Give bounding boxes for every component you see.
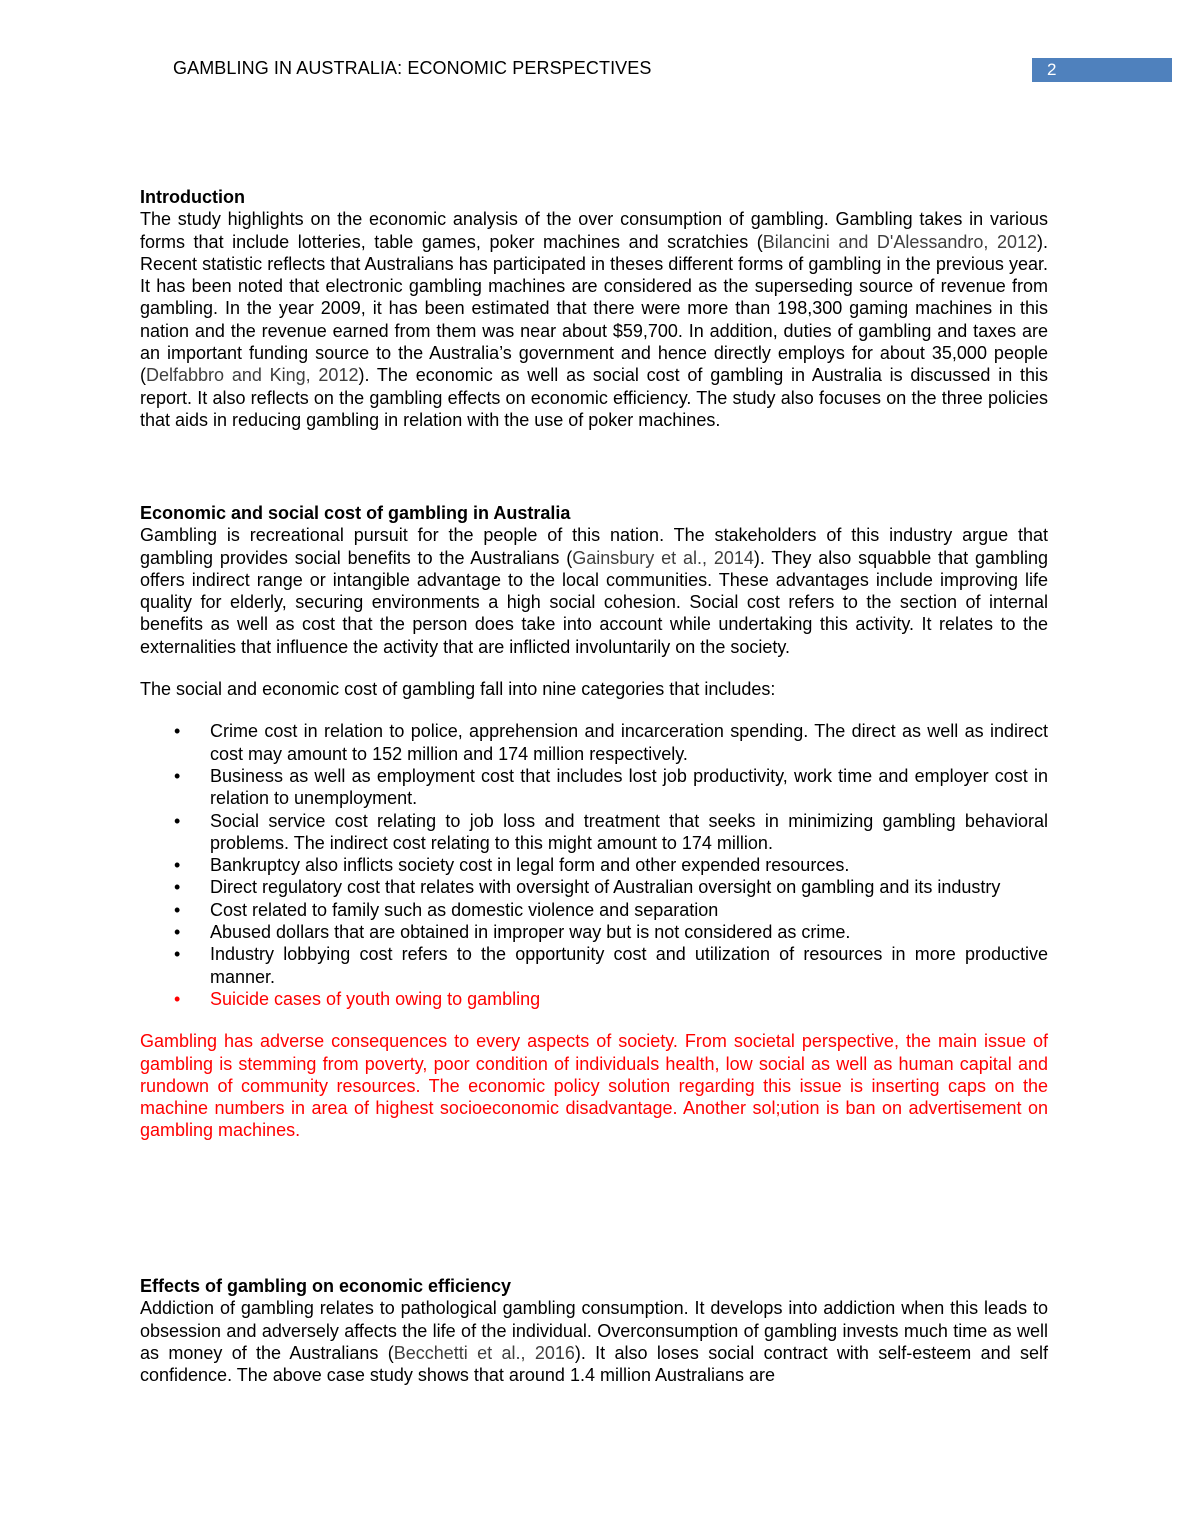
body-text: ). The economic as well as social cost of gambling in Australia is discussed in this report. It also reflects on the gambling effects on economic efficiency. The study also focuses on the three policies that aids in reducing gambling in relation with the use of poker machines.	[140, 365, 1048, 430]
list-item-text: Cost related to family such as domestic violence and separation	[210, 899, 719, 920]
highlighted-paragraph: Gambling has adverse consequences to every aspects of society. From societal perspective, the main issue of gambling is stemming from poverty, poor condition of individuals health, low social as well as human capital and rundown of community resources. The economic policy solution regarding this issue is inserting caps on the machine numbers in area of highest socioeconomic disadvantage. Another sol;ution is ban on advertisement on gambling machines.	[140, 1031, 1048, 1141]
list-item	[140, 854, 1048, 876]
bullet-icon: •	[174, 855, 181, 876]
section-economic-social-cost	[140, 502, 1048, 1142]
list-item	[140, 921, 1048, 943]
list-item-text: Abused dollars that are obtained in improper way but is not considered as crime.	[210, 922, 851, 943]
list-item	[140, 810, 1048, 855]
bullet-icon: •	[174, 765, 181, 786]
bullet-icon: •	[174, 988, 181, 1009]
list-item-text: Business as well as employment cost that includes lost job productivity, work time and employer cost in relation to unemployment.	[210, 765, 1048, 809]
list-item	[140, 943, 1048, 988]
bullet-icon: •	[174, 721, 181, 742]
list-item	[140, 899, 1048, 921]
bullet-icon: •	[174, 877, 181, 898]
cost-categories-list	[140, 720, 1048, 1010]
page-number-box	[1032, 58, 1172, 82]
list-item-text: Crime cost in relation to police, apprehension and incarceration spending. The direct as well as indirect cost may amount to 152 million and 174 million respectively.	[210, 721, 1048, 764]
list-item-highlighted	[140, 988, 1048, 1010]
citation: Becchetti et al., 2016	[393, 1342, 575, 1363]
bullet-icon: •	[174, 899, 181, 920]
citation: Delfabbro and King, 2012	[146, 365, 359, 386]
list-item-text: Social service cost relating to job loss and treatment that seeks in minimizing gambling behavioral problems. The indirect cost relating to this might amount to 174 million.	[210, 810, 1048, 853]
list-item-text: Industry lobbying cost refers to the opportunity cost and utilization of resources in more productive manner.	[210, 944, 1048, 987]
body-text: The study highlights on the economic analysis of the over consumption of gambling. Gambling takes in various forms that include lotteries, table games, poker machines and scratchies (	[140, 209, 1048, 252]
section-introduction	[140, 186, 1048, 431]
bullet-icon: •	[174, 944, 181, 965]
list-item-text: Bankruptcy also inflicts society cost in legal form and other expended resources.	[210, 855, 850, 876]
citation: Gainsbury et al., 2014	[572, 547, 754, 568]
body-text: Gambling is recreational pursuit for the people of this nation. The stakeholders of this industry argue that gambling provides social benefits to the Australians (	[140, 525, 1048, 568]
page-number: 2	[1047, 60, 1057, 79]
body-text: ). It also loses social contract with self-esteem and self confidence. The above case study shows that around 1.4 million Australians are	[140, 1342, 1048, 1386]
list-item	[140, 765, 1048, 810]
citation: Bilancini and D'Alessandro, 2012	[762, 231, 1037, 252]
list-item	[140, 876, 1048, 898]
introduction-paragraph	[140, 208, 1048, 431]
effects-paragraph	[140, 1297, 1048, 1386]
section-heading-introduction: Introduction	[140, 187, 245, 207]
body-text: ). They also squabble that gambling offers indirect range or intangible advantage to the local communities. These advantages include improving life quality for elderly, securing environments a high social cohesion. Social cost refers to the section of internal benefits as well as cost that the person does take into account while undertaking this activity. It relates to the externalities that influence the activity that are inflicted involuntarily on the society.	[140, 547, 1048, 657]
list-intro: The social and economic cost of gambling fall into nine categories that includes:	[140, 679, 776, 700]
body-text: Addiction of gambling relates to pathological gambling consumption. It develops into addiction when this leads to obsession and adversely affects the life of the individual. Overconsumption of gambling invests much time as well as money of the Australians (	[140, 1298, 1048, 1363]
section-heading-effects: Effects of gambling on economic efficiency	[140, 1276, 512, 1296]
section-heading-economic-social-cost: Economic and social cost of gambling in Australia	[140, 503, 571, 523]
bullet-icon: •	[174, 810, 181, 831]
body-text: ). Recent statistic reflects that Australians has participated in theses different forms of gambling in the previous year. It has been noted that electronic gambling machines are considered as the superseding source of revenue from gambling. In the year 2009, it has been estimated that there were more than 198,300 gaming machines in this nation and the revenue earned from them was near about $59,700. In addition, duties of gambling and taxes are an important funding source to the Australia’s government and hence directly employs for about 35,000 people (	[140, 231, 1048, 386]
economic-social-cost-paragraph	[140, 524, 1048, 658]
running-header-title: GAMBLING IN AUSTRALIA: ECONOMIC PERSPECTIVES	[173, 58, 652, 78]
bullet-icon: •	[174, 922, 181, 943]
list-item	[140, 720, 1048, 765]
list-item-text: Direct regulatory cost that relates with oversight of Australian oversight on gambling and its industry	[210, 877, 1001, 898]
section-effects-economic-efficiency	[140, 1275, 1048, 1386]
list-item-text: Suicide cases of youth owing to gambling	[210, 988, 541, 1009]
